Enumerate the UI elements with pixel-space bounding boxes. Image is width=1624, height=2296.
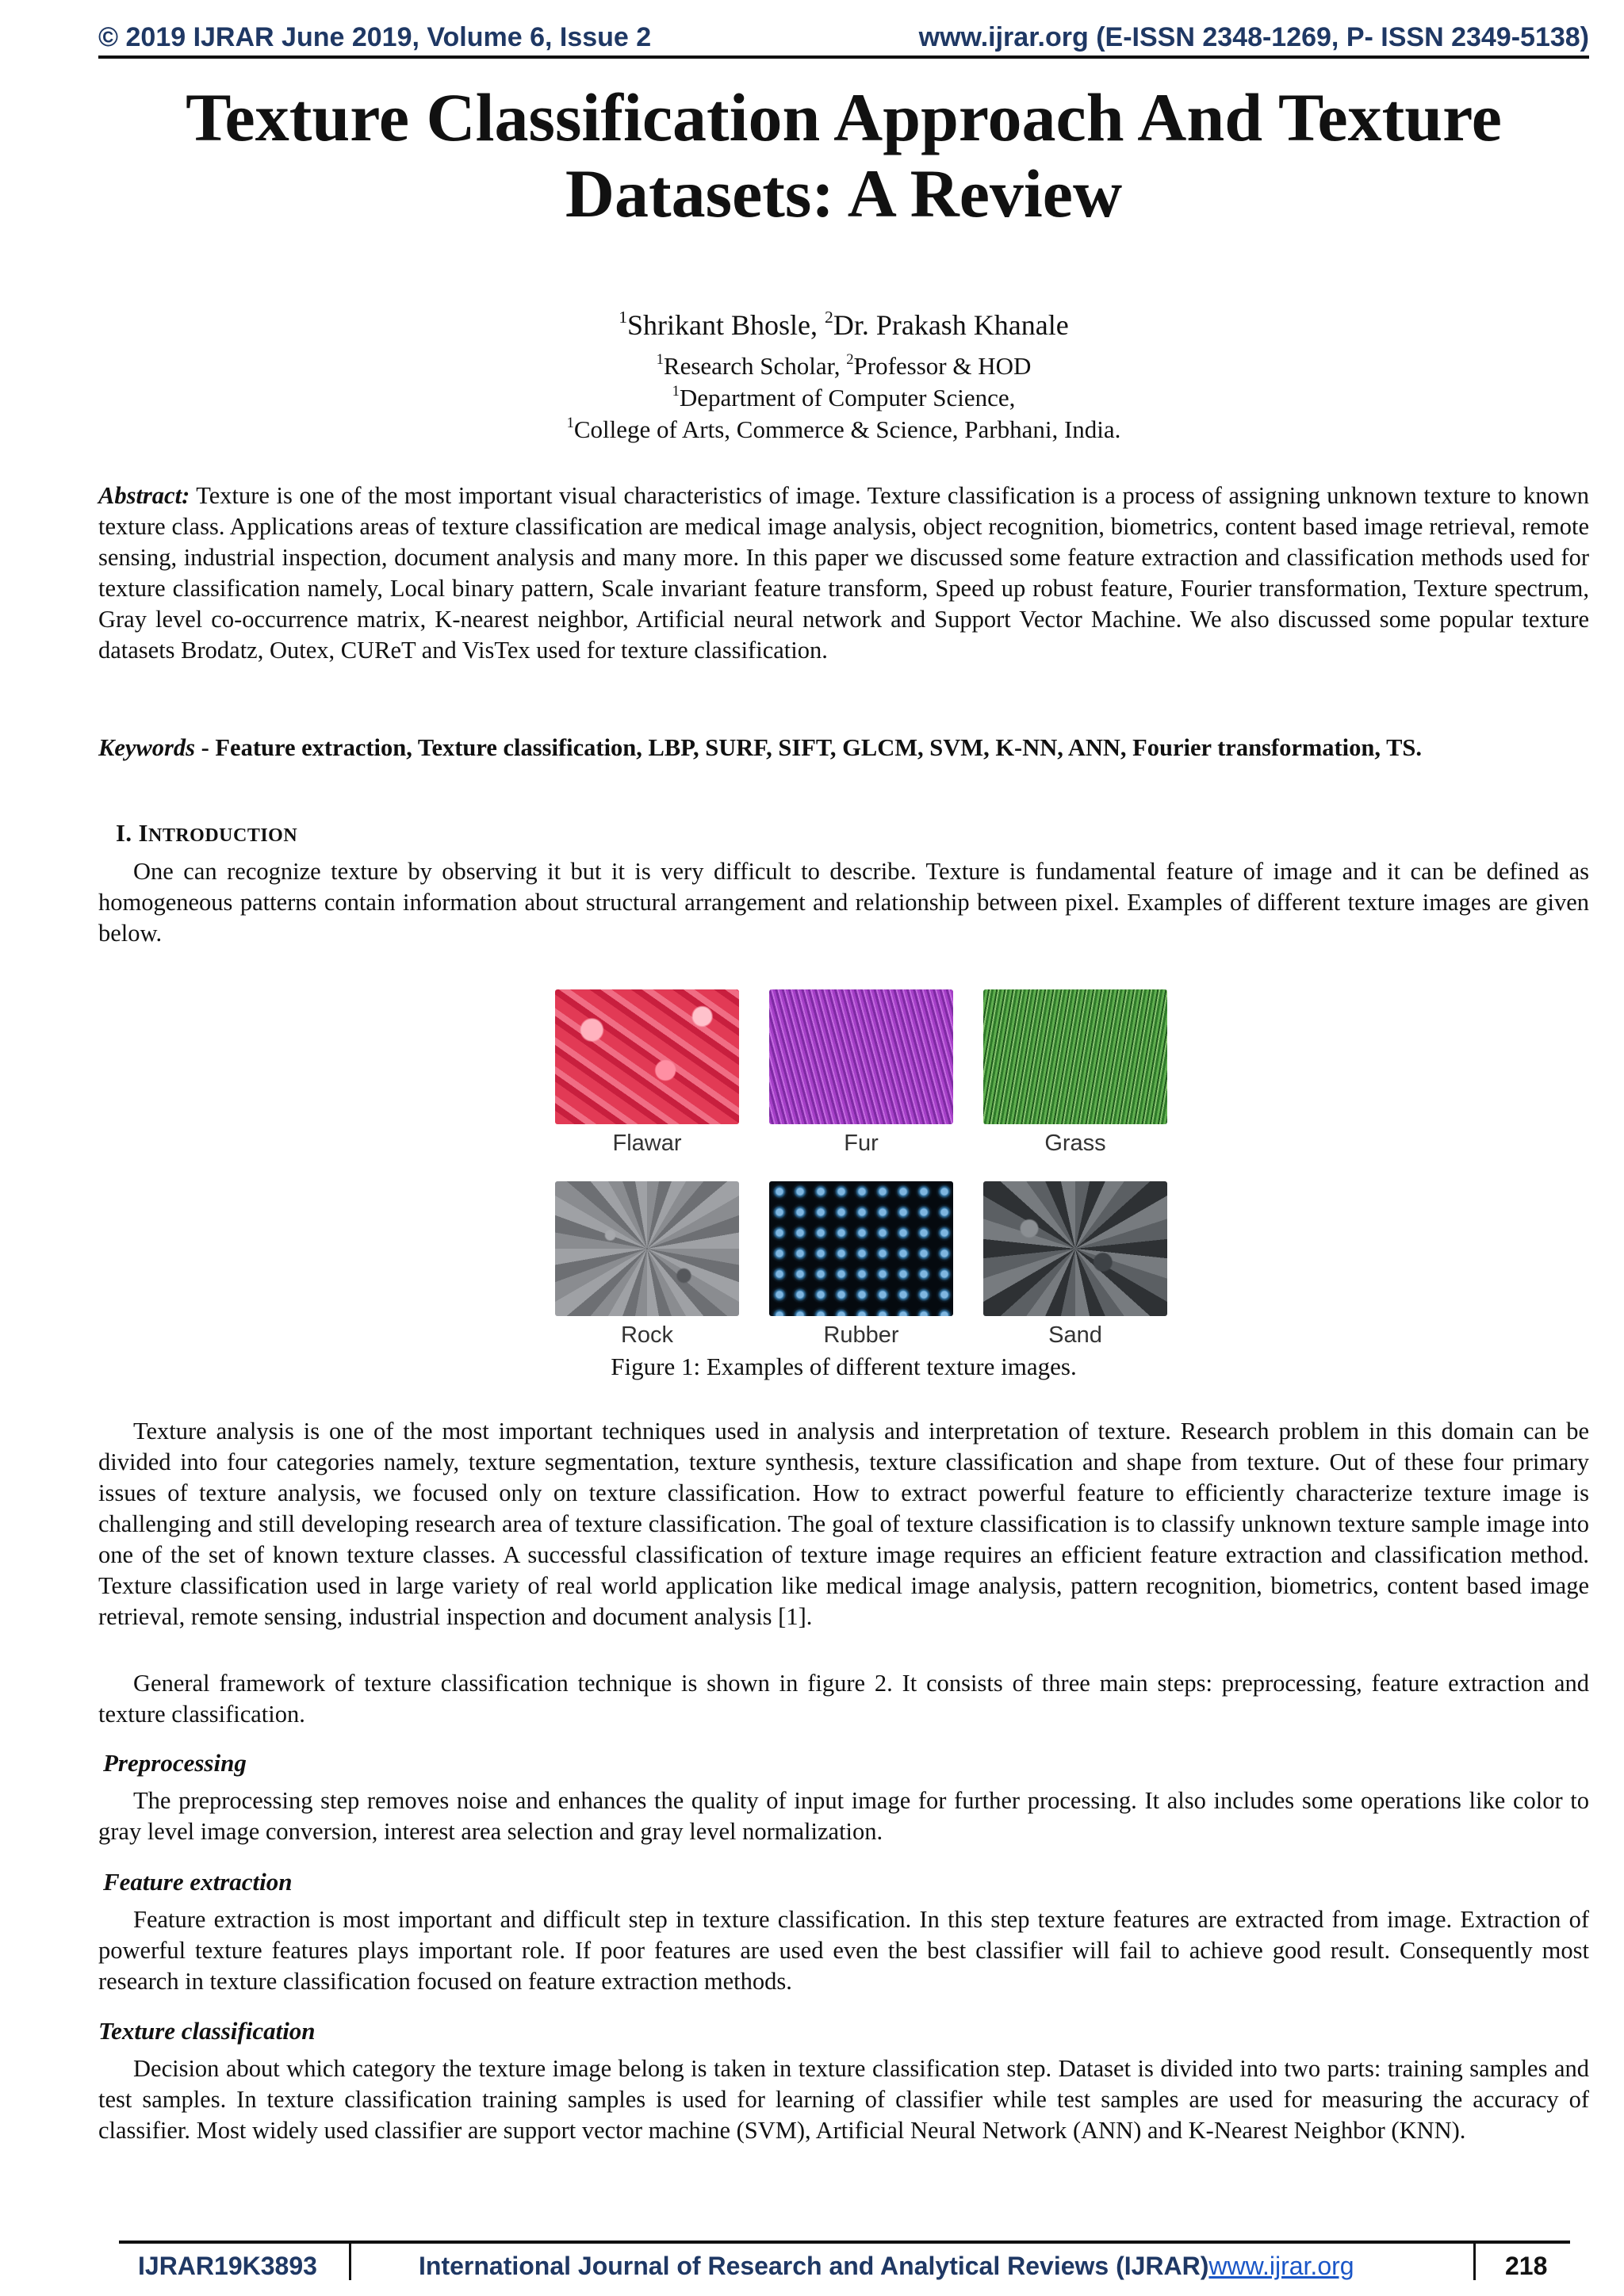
- keywords-dash: -: [195, 734, 216, 761]
- journal-issue-info: © 2019 IJRAR June 2019, Volume 6, Issue 2: [98, 22, 652, 52]
- feature-extraction-paragraph: Feature extraction is most important and difficult step in texture classification. In this step texture features are extracted from image. Extraction of powerful texture features plays important role. If poor features are used even the best classifier will fail to achieve good result. Consequently most research in texture classification focused on feature extraction methods.: [98, 1906, 1589, 1995]
- dept-sup: 1: [672, 382, 680, 400]
- body-paragraph-analysis: Texture analysis is one of the most important techniques used in analysis and interpretation of texture. Research problem in this domain can be divided into four categories namely, texture segmentation, texture synthesis, texture classification and shape from texture. Out of these four primary issues of texture analysis, we focused only on texture classification. How to extract powerful feature to efficiently characterize texture image is challenging and still developing research area of texture classification. The goal of texture classification is to classify unknown texture sample image into one of the set of known texture classes. A successful classification of texture image requires an efficient feature extraction and classification method. Texture classification used in large variety of real world application like medical image analysis, pattern recognition, biometrics, content based image retrieval, remote sensing, industrial inspection and document analysis [1].: [98, 1418, 1589, 1630]
- texture-label: Rock: [620, 1322, 674, 1348]
- journal-name: International Journal of Research and Analytical Reviews (IJRAR): [419, 2252, 1209, 2280]
- texture-label: Flawar: [612, 1131, 682, 1156]
- paper-title-line-1: Texture Classification Approach And Texture: [186, 79, 1502, 155]
- texture-image-sand: [983, 1181, 1167, 1316]
- role-2-sup: 2: [846, 350, 854, 368]
- texture-image-fur: [769, 989, 953, 1124]
- journal-link[interactable]: www.ijrar.org: [1208, 2252, 1354, 2280]
- intro-paragraph: One can recognize texture by observing it but it is very difficult to describe. Texture is fundamental feature of image and it can be defined as homogeneous patterns contain information about structural arrangement and relationship between pixel. Examples of different texture images are given below.: [98, 858, 1589, 947]
- college: College of Arts, Commerce & Science, Parbhani, India.: [573, 415, 1121, 443]
- abstract-label: Abstract:: [98, 482, 190, 509]
- page-number: 218: [1505, 2252, 1548, 2280]
- texture-label: Sand: [1048, 1322, 1102, 1348]
- department: Department of Computer Science,: [679, 384, 1016, 411]
- keywords-label: Keywords: [98, 734, 195, 761]
- author-2-sup: 2: [825, 307, 833, 327]
- footer-divider: [349, 2244, 351, 2280]
- preprocessing-paragraph: The preprocessing step removes noise and enhances the quality of input image for further processing. It also includes some operations like color to gray level image conversion, interest area selection and gray level normalization.: [98, 1787, 1589, 1845]
- texture-image-rubber: [769, 1181, 953, 1316]
- texture-label: Rubber: [823, 1322, 899, 1348]
- section-number: I. I: [116, 820, 148, 847]
- college-line: [98, 414, 1589, 446]
- section-title-rest: NTRODUCTION: [148, 825, 298, 846]
- journal-issn-info: www.ijrar.org (E-ISSN 2348-1269, P- ISSN 2349-5138): [918, 22, 1589, 52]
- author-2-name: Dr. Prakash Khanale: [833, 309, 1069, 341]
- role-1: Research Scholar,: [663, 352, 847, 380]
- footer-journal: [419, 2252, 1354, 2281]
- texture-label: Grass: [1044, 1131, 1106, 1156]
- running-header: [98, 17, 1589, 59]
- abstract: [98, 480, 1589, 666]
- paper-title-line-2: Datasets: A Review: [565, 155, 1123, 232]
- department-line: [98, 382, 1589, 414]
- keywords-text: Feature extraction, Texture classification, LBP, SURF, SIFT, GLCM, SVM, K-NN, ANN, Fourier transformation, TS.: [215, 734, 1422, 761]
- texture-label: Fur: [844, 1131, 879, 1156]
- texture-image-flower: [555, 989, 739, 1124]
- author-1-name: Shrikant Bhosle,: [627, 309, 825, 341]
- role-1-sup: 1: [656, 350, 664, 368]
- footer-divider: [1473, 2244, 1476, 2280]
- role-2: Professor & HOD: [853, 352, 1032, 380]
- page-footer: [119, 2241, 1570, 2280]
- subheading-preprocessing: Preprocessing: [103, 1749, 247, 1777]
- figure-caption: Figure 1: Examples of different texture images.: [611, 1353, 1077, 1380]
- author-line: [98, 308, 1589, 342]
- author-1-sup: 1: [619, 307, 628, 327]
- texture-figure: [555, 989, 1177, 1354]
- subheading-texture-classification: Texture classification: [98, 2017, 316, 2045]
- college-sup: 1: [566, 414, 574, 431]
- body-paragraph-framework: General framework of texture classification technique is shown in figure 2. It consists of three main steps: preprocessing, feature extraction and texture classification.: [98, 1670, 1589, 1728]
- abstract-text: Texture is one of the most important visual characteristics of image. Texture classification is a process of assigning unknown texture to known texture class. Applications areas of texture classification are medical image analysis, object recognition, biometrics, content based image retrieval, remote sensing, industrial inspection, document analysis and many more. In this paper we discussed some feature extraction and classification methods used for texture classification namely, Local binary pattern, Scale invariant feature transform, Speed up robust feature, Fourier transformation, Texture spectrum, Gray level co-occurrence matrix, K-nearest neighbor, Artificial neural network and Support Vector Machine. We also discussed some popular texture datasets Brodatz, Outex, CUReT and VisTex used for texture classification.: [98, 482, 1589, 664]
- paper-title: [98, 79, 1589, 232]
- texture-classification-paragraph: Decision about which category the texture image belong is taken in texture classification step. Dataset is divided into two parts: training samples and test samples. In texture classification training samples is used for learning of classifier while test samples are used for measuring the accuracy of classifier. Most widely used classifier are support vector machine (SVM), Artificial Neural Network (ANN) and K-Nearest Neighbor (KNN).: [98, 2055, 1589, 2144]
- section-heading-introduction: [116, 820, 297, 848]
- texture-image-rock: [555, 1181, 739, 1316]
- texture-image-grass: [983, 989, 1167, 1124]
- subheading-feature-extraction: Feature extraction: [103, 1868, 293, 1896]
- roles-line: [98, 350, 1589, 382]
- affiliations: [98, 350, 1589, 446]
- paper-id: IJRAR19K3893: [138, 2252, 317, 2280]
- keywords: [98, 733, 1589, 763]
